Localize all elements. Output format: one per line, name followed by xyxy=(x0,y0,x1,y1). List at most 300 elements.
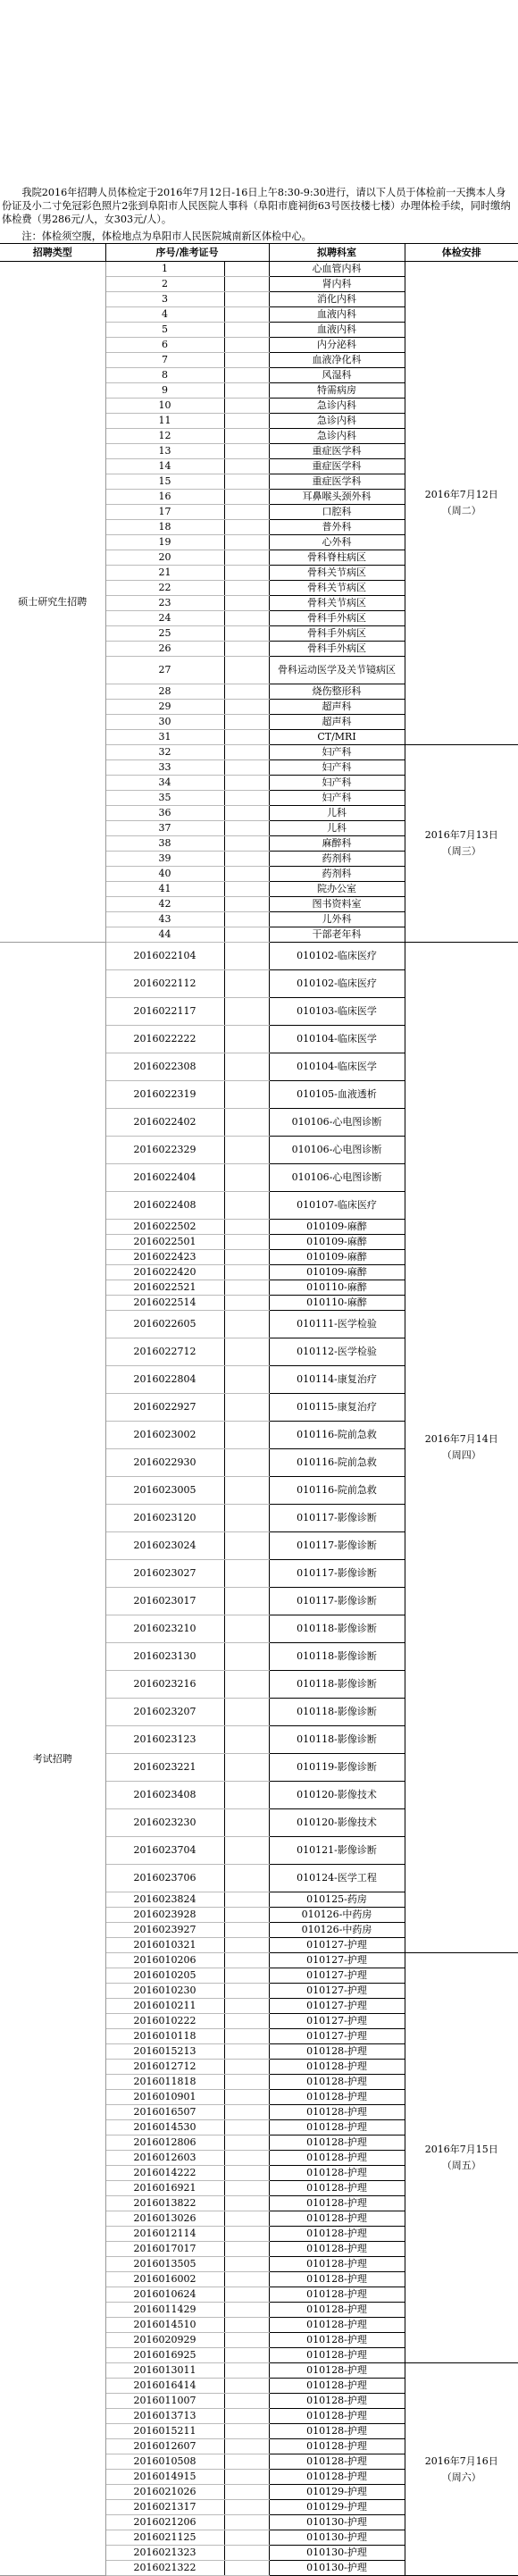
blank-cell xyxy=(224,1338,269,1366)
blank-cell xyxy=(224,550,269,566)
dept-cell: 010127-护理 xyxy=(269,1938,405,1953)
table-header-row xyxy=(0,244,518,262)
dept-cell: 010128-护理 xyxy=(269,2181,405,2196)
number-cell: 2016010624 xyxy=(105,2287,224,2303)
dept-cell: 010103-临床医学 xyxy=(269,998,405,1026)
dept-cell: 烧伤整形科 xyxy=(269,684,405,700)
dept-cell: 010117-影像诊断 xyxy=(269,1588,405,1615)
number-cell: 14 xyxy=(105,459,224,474)
dept-cell: 010128-护理 xyxy=(269,2394,405,2409)
blank-cell xyxy=(224,730,269,745)
number-cell: 38 xyxy=(105,836,224,852)
number-cell: 2016010211 xyxy=(105,1999,224,2014)
number-cell: 2016023408 xyxy=(105,1782,224,1809)
number-cell: 44 xyxy=(105,927,224,943)
blank-cell xyxy=(224,262,269,277)
blank-cell xyxy=(224,1164,269,1192)
number-cell: 2016011007 xyxy=(105,2394,224,2409)
blank-cell xyxy=(224,700,269,715)
number-cell: 2016021026 xyxy=(105,2485,224,2500)
number-cell: 2016010901 xyxy=(105,2090,224,2105)
number-cell: 2016022502 xyxy=(105,1220,224,1235)
blank-cell xyxy=(224,852,269,867)
number-cell: 2016022222 xyxy=(105,1026,224,1053)
number-cell: 2016010206 xyxy=(105,1953,224,1968)
blank-cell xyxy=(224,1449,269,1477)
dept-cell: 重症医学科 xyxy=(269,444,405,459)
blank-cell xyxy=(224,383,269,399)
number-cell: 2016015211 xyxy=(105,2424,224,2439)
dept-cell: 急诊内科 xyxy=(269,414,405,429)
blank-cell xyxy=(224,459,269,474)
number-cell: 2016022514 xyxy=(105,1296,224,1311)
dept-cell: 010107-临床医疗 xyxy=(269,1192,405,1220)
blank-cell xyxy=(224,277,269,292)
dept-cell: 010128-护理 xyxy=(269,2348,405,2363)
dept-cell: 血液内科 xyxy=(269,307,405,323)
blank-cell xyxy=(224,1968,269,1984)
number-cell: 2016021317 xyxy=(105,2500,224,2515)
dept-cell: 骨科关节病区 xyxy=(269,581,405,596)
number-cell: 2016022112 xyxy=(105,970,224,998)
dept-cell: 010128-护理 xyxy=(269,2379,405,2394)
blank-cell xyxy=(224,2196,269,2211)
blank-cell xyxy=(224,2470,269,2485)
dept-cell: 010128-护理 xyxy=(269,2075,405,2090)
number-cell: 2016010222 xyxy=(105,2014,224,2029)
number-cell: 2016023221 xyxy=(105,1754,224,1782)
blank-cell xyxy=(224,2530,269,2546)
number-cell: 2016016414 xyxy=(105,2379,224,2394)
dept-cell: 010128-护理 xyxy=(269,2166,405,2181)
number-cell: 20 xyxy=(105,550,224,566)
blank-cell xyxy=(224,2044,269,2060)
number-cell: 2016023005 xyxy=(105,1477,224,1505)
number-cell: 21 xyxy=(105,566,224,581)
dept-cell: 急诊内科 xyxy=(269,399,405,414)
dept-cell: 010110-麻醉 xyxy=(269,1280,405,1296)
dept-cell: 010128-护理 xyxy=(269,2454,405,2470)
table-row xyxy=(0,262,518,277)
number-cell: 36 xyxy=(105,806,224,821)
blank-cell xyxy=(224,2166,269,2181)
number-cell: 25 xyxy=(105,626,224,642)
dept-cell: 010119-影像诊断 xyxy=(269,1754,405,1782)
blank-cell xyxy=(224,2348,269,2363)
number-cell: 32 xyxy=(105,745,224,760)
blank-cell xyxy=(224,1908,269,1923)
blank-cell xyxy=(224,2303,269,2318)
number-cell: 2016023123 xyxy=(105,1726,224,1754)
blank-cell xyxy=(224,1671,269,1699)
dept-cell: 010114-康复治疗 xyxy=(269,1366,405,1394)
number-cell: 22 xyxy=(105,581,224,596)
number-cell: 2016022804 xyxy=(105,1366,224,1394)
number-cell: 2016014510 xyxy=(105,2318,224,2333)
dept-cell: 010126-中药房 xyxy=(269,1908,405,1923)
number-cell: 18 xyxy=(105,520,224,535)
number-cell: 2016022319 xyxy=(105,1081,224,1109)
exam-schedule-table xyxy=(0,243,518,2576)
dept-cell: 妇产科 xyxy=(269,745,405,760)
blank-cell xyxy=(224,414,269,429)
blank-cell xyxy=(224,1366,269,1394)
blank-cell xyxy=(224,2287,269,2303)
dept-cell: 010102-临床医疗 xyxy=(269,943,405,970)
blank-cell xyxy=(224,943,269,970)
category-cell: 硕士研究生招聘 xyxy=(0,262,105,943)
blank-cell xyxy=(224,1726,269,1754)
dept-cell: 010127-护理 xyxy=(269,2029,405,2044)
blank-cell xyxy=(224,1643,269,1671)
dept-cell: 010130-护理 xyxy=(269,2561,405,2576)
dept-cell: 010102-临床医疗 xyxy=(269,970,405,998)
dept-cell: 心外科 xyxy=(269,535,405,550)
number-cell: 2016010230 xyxy=(105,1984,224,1999)
blank-cell xyxy=(224,2485,269,2500)
number-cell: 35 xyxy=(105,791,224,806)
number-cell: 2016023210 xyxy=(105,1615,224,1643)
dept-cell: 010127-护理 xyxy=(269,1953,405,1968)
blank-cell xyxy=(224,1081,269,1109)
blank-cell xyxy=(224,2333,269,2348)
number-cell: 28 xyxy=(105,684,224,700)
blank-cell xyxy=(224,1560,269,1588)
dept-cell: 图书资料室 xyxy=(269,897,405,912)
blank-cell xyxy=(224,338,269,353)
number-cell: 6 xyxy=(105,338,224,353)
dept-cell: 010109-麻醉 xyxy=(269,1220,405,1235)
blank-cell xyxy=(224,1026,269,1053)
dept-cell: 骨科手外病区 xyxy=(269,626,405,642)
blank-cell xyxy=(224,1265,269,1280)
number-cell: 2016022521 xyxy=(105,1280,224,1296)
dept-cell: CT/MRI xyxy=(269,730,405,745)
number-cell: 41 xyxy=(105,882,224,897)
number-cell: 2016016507 xyxy=(105,2105,224,2120)
number-cell: 2016021323 xyxy=(105,2546,224,2561)
blank-cell xyxy=(224,444,269,459)
dept-cell: 010128-护理 xyxy=(269,2090,405,2105)
dept-cell: 010110-麻醉 xyxy=(269,1296,405,1311)
dept-cell: 010127-护理 xyxy=(269,1984,405,1999)
header-number: 序号/准考证号 xyxy=(105,244,269,262)
blank-cell xyxy=(224,1809,269,1837)
number-cell: 2016021206 xyxy=(105,2515,224,2530)
number-cell: 13 xyxy=(105,444,224,459)
blank-cell xyxy=(224,2272,269,2287)
dept-cell: 010128-护理 xyxy=(269,2060,405,2075)
number-cell: 2016013822 xyxy=(105,2196,224,2211)
dept-cell: 010120-影像技术 xyxy=(269,1782,405,1809)
number-cell: 2016023927 xyxy=(105,1923,224,1938)
dept-cell: 010128-护理 xyxy=(269,2151,405,2166)
blank-cell xyxy=(224,353,269,368)
blank-cell xyxy=(224,2014,269,2029)
dept-cell: 010112-医学检验 xyxy=(269,1338,405,1366)
dept-cell: 010104-临床医学 xyxy=(269,1053,405,1081)
dept-cell: 妇产科 xyxy=(269,791,405,806)
dept-cell: 010128-护理 xyxy=(269,2196,405,2211)
dept-cell: 010128-护理 xyxy=(269,2227,405,2242)
number-cell: 8 xyxy=(105,368,224,383)
blank-cell xyxy=(224,1953,269,1968)
number-cell: 27 xyxy=(105,657,224,684)
blank-cell xyxy=(224,2120,269,2135)
blank-cell xyxy=(224,1053,269,1081)
number-cell: 30 xyxy=(105,715,224,730)
category-cell: 考试招聘 xyxy=(0,943,105,2576)
number-cell: 2016023928 xyxy=(105,1908,224,1923)
number-cell: 2016010205 xyxy=(105,1968,224,1984)
dept-cell: 010118-影像诊断 xyxy=(269,1615,405,1643)
number-cell: 2 xyxy=(105,277,224,292)
schedule-cell: 2016年7月12日 （周二） xyxy=(405,262,518,745)
blank-cell xyxy=(224,1235,269,1250)
blank-cell xyxy=(224,490,269,505)
number-cell: 2016023704 xyxy=(105,1837,224,1865)
blank-cell xyxy=(224,2257,269,2272)
dept-cell: 骨科脊柱病区 xyxy=(269,550,405,566)
dept-cell: 010129-护理 xyxy=(269,2485,405,2500)
dept-cell: 010126-中药房 xyxy=(269,1923,405,1938)
blank-cell xyxy=(224,1892,269,1908)
number-cell: 2016023130 xyxy=(105,1643,224,1671)
blank-cell xyxy=(224,2029,269,2044)
number-cell: 2016014530 xyxy=(105,2120,224,2135)
schedule-cell: 2016年7月14日 （周四） xyxy=(405,943,518,1953)
blank-cell xyxy=(224,2105,269,2120)
dept-cell: 010127-护理 xyxy=(269,2014,405,2029)
number-cell: 10 xyxy=(105,399,224,414)
number-cell: 2016023002 xyxy=(105,1422,224,1449)
number-cell: 26 xyxy=(105,642,224,657)
number-cell: 2016017017 xyxy=(105,2242,224,2257)
number-cell: 2016022423 xyxy=(105,1250,224,1265)
dept-cell: 血液净化科 xyxy=(269,353,405,368)
blank-cell xyxy=(224,657,269,684)
blank-cell xyxy=(224,2090,269,2105)
dept-cell: 消化内科 xyxy=(269,292,405,307)
blank-cell xyxy=(224,1192,269,1220)
header-schedule: 体检安排 xyxy=(405,244,518,262)
dept-cell: 超声科 xyxy=(269,700,405,715)
blank-cell xyxy=(224,368,269,383)
number-cell: 2016023207 xyxy=(105,1699,224,1726)
table-body xyxy=(0,262,518,2576)
blank-cell xyxy=(224,791,269,806)
number-cell: 9 xyxy=(105,383,224,399)
dept-cell: 010128-护理 xyxy=(269,2272,405,2287)
dept-cell: 010128-护理 xyxy=(269,2242,405,2257)
dept-cell: 妇产科 xyxy=(269,760,405,776)
blank-cell xyxy=(224,2211,269,2227)
dept-cell: 儿外科 xyxy=(269,912,405,927)
dept-cell: 010115-康复治疗 xyxy=(269,1394,405,1422)
number-cell: 2016011818 xyxy=(105,2075,224,2090)
blank-cell xyxy=(224,535,269,550)
number-cell: 2016012712 xyxy=(105,2060,224,2075)
number-cell: 2016023027 xyxy=(105,1560,224,1588)
dept-cell: 010109-麻醉 xyxy=(269,1250,405,1265)
dept-cell: 010128-护理 xyxy=(269,2120,405,2135)
blank-cell xyxy=(224,1999,269,2014)
number-cell: 4 xyxy=(105,307,224,323)
blank-cell xyxy=(224,927,269,943)
number-cell: 2016010508 xyxy=(105,2454,224,2470)
dept-cell: 010128-护理 xyxy=(269,2409,405,2424)
number-cell: 42 xyxy=(105,897,224,912)
dept-cell: 院办公室 xyxy=(269,882,405,897)
number-cell: 2016013026 xyxy=(105,2211,224,2227)
blank-cell xyxy=(224,776,269,791)
number-cell: 11 xyxy=(105,414,224,429)
dept-cell: 010118-影像诊断 xyxy=(269,1726,405,1754)
number-cell: 2016022402 xyxy=(105,1109,224,1137)
dept-cell: 骨科关节病区 xyxy=(269,566,405,581)
blank-cell xyxy=(224,292,269,307)
dept-cell: 010129-护理 xyxy=(269,2500,405,2515)
dept-cell: 重症医学科 xyxy=(269,474,405,490)
dept-cell: 010128-护理 xyxy=(269,2424,405,2439)
dept-cell: 骨科运动医学及关节镜病区 xyxy=(269,657,405,684)
number-cell: 2016022404 xyxy=(105,1164,224,1192)
dept-cell: 肾内科 xyxy=(269,277,405,292)
dept-cell: 010128-护理 xyxy=(269,2135,405,2151)
number-cell: 2016022329 xyxy=(105,1137,224,1164)
blank-cell xyxy=(224,2515,269,2530)
blank-cell xyxy=(224,2060,269,2075)
dept-cell: 010120-影像技术 xyxy=(269,1809,405,1837)
dept-cell: 010128-护理 xyxy=(269,2287,405,2303)
dept-cell: 儿科 xyxy=(269,821,405,836)
dept-cell: 010128-护理 xyxy=(269,2303,405,2318)
dept-cell: 急诊内科 xyxy=(269,429,405,444)
blank-cell xyxy=(224,1754,269,1782)
number-cell: 23 xyxy=(105,596,224,611)
dept-cell: 药剂科 xyxy=(269,852,405,867)
number-cell: 16 xyxy=(105,490,224,505)
dept-cell: 010118-影像诊断 xyxy=(269,1699,405,1726)
number-cell: 2016020929 xyxy=(105,2333,224,2348)
dept-cell: 010128-护理 xyxy=(269,2333,405,2348)
blank-cell xyxy=(224,642,269,657)
blank-cell xyxy=(224,1220,269,1235)
blank-cell xyxy=(224,2181,269,2196)
number-cell: 2016011429 xyxy=(105,2303,224,2318)
number-cell: 3 xyxy=(105,292,224,307)
dept-cell: 骨科关节病区 xyxy=(269,596,405,611)
blank-cell xyxy=(224,596,269,611)
blank-cell xyxy=(224,1109,269,1137)
number-cell: 2016022104 xyxy=(105,943,224,970)
number-cell: 2016015213 xyxy=(105,2044,224,2060)
blank-cell xyxy=(224,715,269,730)
blank-cell xyxy=(224,998,269,1026)
number-cell: 2016016921 xyxy=(105,2181,224,2196)
blank-cell xyxy=(224,307,269,323)
dept-cell: 010124-医学工程 xyxy=(269,1865,405,1892)
number-cell: 2016012603 xyxy=(105,2151,224,2166)
dept-cell: 010116-院前急救 xyxy=(269,1449,405,1477)
schedule-cell: 2016年7月16日 （周六） xyxy=(405,2363,518,2576)
blank-cell xyxy=(224,760,269,776)
blank-cell xyxy=(224,1984,269,1999)
blank-cell xyxy=(224,2075,269,2090)
number-cell: 2016023706 xyxy=(105,1865,224,1892)
dept-cell: 010117-影像诊断 xyxy=(269,1505,405,1532)
dept-cell: 药剂科 xyxy=(269,867,405,882)
blank-cell xyxy=(224,2561,269,2576)
number-cell: 2016022712 xyxy=(105,1338,224,1366)
number-cell: 2016023824 xyxy=(105,1892,224,1908)
header-dept: 拟聘科室 xyxy=(269,244,405,262)
number-cell: 2016021125 xyxy=(105,2530,224,2546)
number-cell: 2016010118 xyxy=(105,2029,224,2044)
number-cell: 29 xyxy=(105,700,224,715)
number-cell: 2016022930 xyxy=(105,1449,224,1477)
exam-notice-text: 我院2016年招聘人员体检定于2016年7月12日-16日上午8:30-9:30进行，请以下人员于体检前一天携本人身份证及小二寸免冠彩色照片2张到阜阳市人民医院人事科（阜阳市鹿祠街63号医技楼七楼）办理体检手续，同时缴纳体检费（男286元/人，女303元/人）。 xyxy=(2,187,511,225)
blank-cell xyxy=(224,1280,269,1296)
blank-cell xyxy=(224,897,269,912)
blank-cell xyxy=(224,611,269,626)
number-cell: 2016023230 xyxy=(105,1809,224,1837)
blank-cell xyxy=(224,970,269,998)
dept-cell: 010130-护理 xyxy=(269,2546,405,2561)
number-cell: 2016014915 xyxy=(105,2470,224,2485)
dept-cell: 010116-院前急救 xyxy=(269,1422,405,1449)
number-cell: 2016022308 xyxy=(105,1053,224,1081)
number-cell: 2016013713 xyxy=(105,2409,224,2424)
blank-cell xyxy=(224,474,269,490)
dept-cell: 010109-麻醉 xyxy=(269,1235,405,1250)
table-row xyxy=(0,943,518,970)
blank-cell xyxy=(224,2394,269,2409)
blank-cell xyxy=(224,2379,269,2394)
number-cell: 19 xyxy=(105,535,224,550)
dept-cell: 010128-护理 xyxy=(269,2044,405,2060)
dept-cell: 010121-影像诊断 xyxy=(269,1837,405,1865)
blank-cell xyxy=(224,2424,269,2439)
blank-cell xyxy=(224,745,269,760)
exam-location-note: 注：体检须空腹，体检地点为阜阳市人民医院城南新区体检中心。 xyxy=(2,231,312,242)
dept-cell: 010106-心电图诊断 xyxy=(269,1164,405,1192)
number-cell: 2016013505 xyxy=(105,2257,224,2272)
dept-cell: 骨科手外病区 xyxy=(269,642,405,657)
blank-cell xyxy=(224,626,269,642)
blank-cell xyxy=(224,2135,269,2151)
dept-cell: 内分泌科 xyxy=(269,338,405,353)
dept-cell: 麻醉科 xyxy=(269,836,405,852)
number-cell: 12 xyxy=(105,429,224,444)
number-cell: 2016022927 xyxy=(105,1394,224,1422)
dept-cell: 风湿科 xyxy=(269,368,405,383)
number-cell: 37 xyxy=(105,821,224,836)
blank-cell xyxy=(224,1837,269,1865)
number-cell: 24 xyxy=(105,611,224,626)
number-cell: 2016016925 xyxy=(105,2348,224,2363)
blank-cell xyxy=(224,520,269,535)
number-cell: 2016012114 xyxy=(105,2227,224,2242)
blank-cell xyxy=(224,1311,269,1338)
number-cell: 17 xyxy=(105,505,224,520)
header-category: 招聘类型 xyxy=(0,244,105,262)
dept-cell: 010128-护理 xyxy=(269,2257,405,2272)
blank-cell xyxy=(224,2318,269,2333)
number-cell: 2016014222 xyxy=(105,2166,224,2181)
number-cell: 2016023024 xyxy=(105,1532,224,1560)
blank-cell xyxy=(224,1505,269,1532)
